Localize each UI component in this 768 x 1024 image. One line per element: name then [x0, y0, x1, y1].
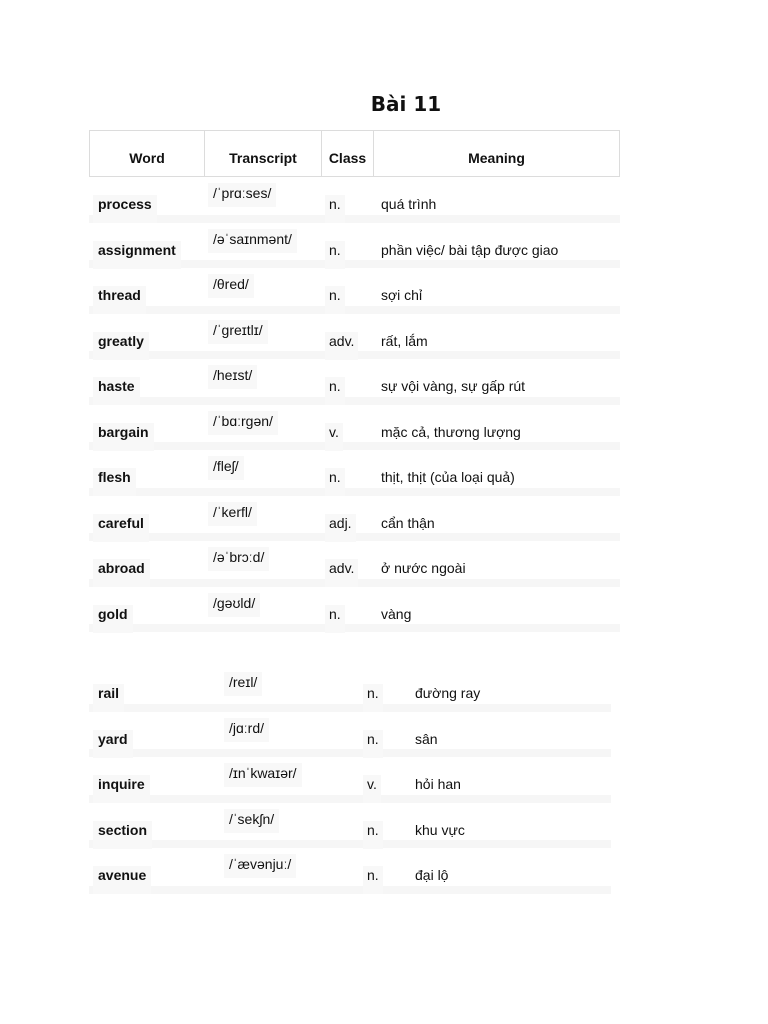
- meaning-cell: cẩn thận: [381, 514, 435, 531]
- class-cell: v.: [325, 423, 343, 451]
- class-cell: n.: [325, 377, 345, 405]
- meaning-cell: thịt, thịt (của loại quả): [381, 469, 515, 485]
- meaning-cell: sợi chỉ: [381, 287, 423, 303]
- table-row: [89, 314, 620, 360]
- row-shading: [89, 840, 611, 848]
- meaning-cell: khu vực: [415, 821, 465, 838]
- vocab-table-1: [89, 130, 620, 632]
- transcript-cell: /θred/: [208, 274, 254, 298]
- word-cell: rail: [93, 684, 124, 712]
- table-row: [89, 405, 620, 451]
- table-row: [89, 848, 611, 894]
- class-cell: adv.: [325, 332, 358, 360]
- header-word: Word: [90, 131, 205, 176]
- table-row: [89, 587, 620, 633]
- meaning-cell: rất, lắm: [381, 332, 428, 349]
- word-cell: flesh: [93, 468, 136, 496]
- transcript-cell: /əˈsaɪnmənt/: [208, 229, 297, 253]
- transcript-cell: /fleʃ/: [208, 456, 244, 480]
- word-cell: process: [93, 195, 157, 223]
- word-cell: avenue: [93, 866, 151, 894]
- meaning-cell: hỏi han: [415, 776, 461, 792]
- class-cell: adv.: [325, 559, 358, 587]
- page-title: Bài 11: [370, 92, 442, 116]
- class-cell: n.: [325, 195, 345, 223]
- transcript-cell: /reɪl/: [224, 672, 262, 696]
- header-class: Class: [322, 131, 374, 176]
- table-row: [89, 712, 611, 758]
- row-shading: [89, 488, 620, 496]
- row-shading: [89, 624, 620, 632]
- word-cell: greatly: [93, 332, 149, 360]
- meaning-cell: mặc cả, thương lượng: [381, 423, 521, 440]
- table-row: [89, 450, 620, 496]
- class-cell: n.: [363, 730, 383, 758]
- word-cell: bargain: [93, 423, 154, 451]
- word-cell: assignment: [93, 241, 181, 269]
- word-cell: thread: [93, 286, 146, 314]
- row-shading: [89, 306, 620, 314]
- row-shading: [89, 795, 611, 803]
- header-transcript: Transcript: [205, 131, 322, 176]
- table-row: [89, 359, 620, 405]
- table-row: [89, 541, 620, 587]
- word-cell: yard: [93, 730, 133, 758]
- transcript-cell: /ˈsekʃn/: [224, 809, 279, 833]
- transcript-cell: /heɪst/: [208, 365, 257, 389]
- word-cell: careful: [93, 514, 149, 542]
- transcript-cell: /əˈbrɔːd/: [208, 547, 269, 571]
- word-cell: abroad: [93, 559, 150, 587]
- row-shading: [89, 886, 611, 894]
- transcript-cell: /ˈprɑːses/: [208, 183, 276, 207]
- table-row: [89, 803, 611, 849]
- transcript-cell: /ˈgreɪtlɪ/: [208, 320, 268, 344]
- header-meaning: Meaning: [468, 150, 525, 166]
- transcript-cell: /ˈbɑːrgən/: [208, 411, 278, 435]
- table-row: [89, 177, 620, 223]
- class-cell: n.: [325, 605, 345, 633]
- word-cell: inquire: [93, 775, 150, 803]
- transcript-cell: /ˈævənjuː/: [224, 854, 296, 878]
- class-cell: n.: [325, 286, 345, 314]
- table-row: [89, 496, 620, 542]
- word-cell: section: [93, 821, 152, 849]
- transcript-cell: /jɑːrd/: [224, 718, 269, 742]
- table-row: [89, 666, 611, 712]
- row-shading: [89, 442, 620, 450]
- meaning-cell: phần việc/ bài tập được giao: [381, 241, 559, 258]
- word-cell: haste: [93, 377, 140, 405]
- meaning-cell: đường ray: [415, 685, 481, 701]
- class-cell: n.: [325, 241, 345, 269]
- table-row: [89, 223, 620, 269]
- row-shading: [89, 215, 620, 223]
- class-cell: n.: [363, 821, 383, 849]
- transcript-cell: /ˈkerfl/: [208, 502, 257, 526]
- class-cell: n.: [363, 684, 383, 712]
- class-cell: adj.: [325, 514, 356, 542]
- table-row: [89, 268, 620, 314]
- class-cell: n.: [325, 468, 345, 496]
- transcript-cell: /ɪnˈkwaɪər/: [224, 763, 302, 787]
- meaning-cell: quá trình: [381, 196, 437, 212]
- vocab-table-2: [89, 666, 611, 894]
- meaning-cell: đại lộ: [415, 867, 449, 883]
- class-cell: v.: [363, 775, 381, 803]
- meaning-cell: sân: [415, 730, 438, 747]
- meaning-cell: sự vội vàng, sự gấp rút: [381, 378, 526, 394]
- table-row: [89, 757, 611, 803]
- class-cell: n.: [363, 866, 383, 894]
- row-shading: [89, 704, 611, 712]
- word-cell: gold: [93, 605, 133, 633]
- transcript-cell: /gəʊld/: [208, 593, 260, 617]
- row-shading: [89, 397, 620, 405]
- table-header: [89, 130, 620, 177]
- meaning-cell: ở nước ngoài: [381, 560, 466, 576]
- meaning-cell: vàng: [381, 605, 412, 622]
- row-shading: [89, 749, 611, 757]
